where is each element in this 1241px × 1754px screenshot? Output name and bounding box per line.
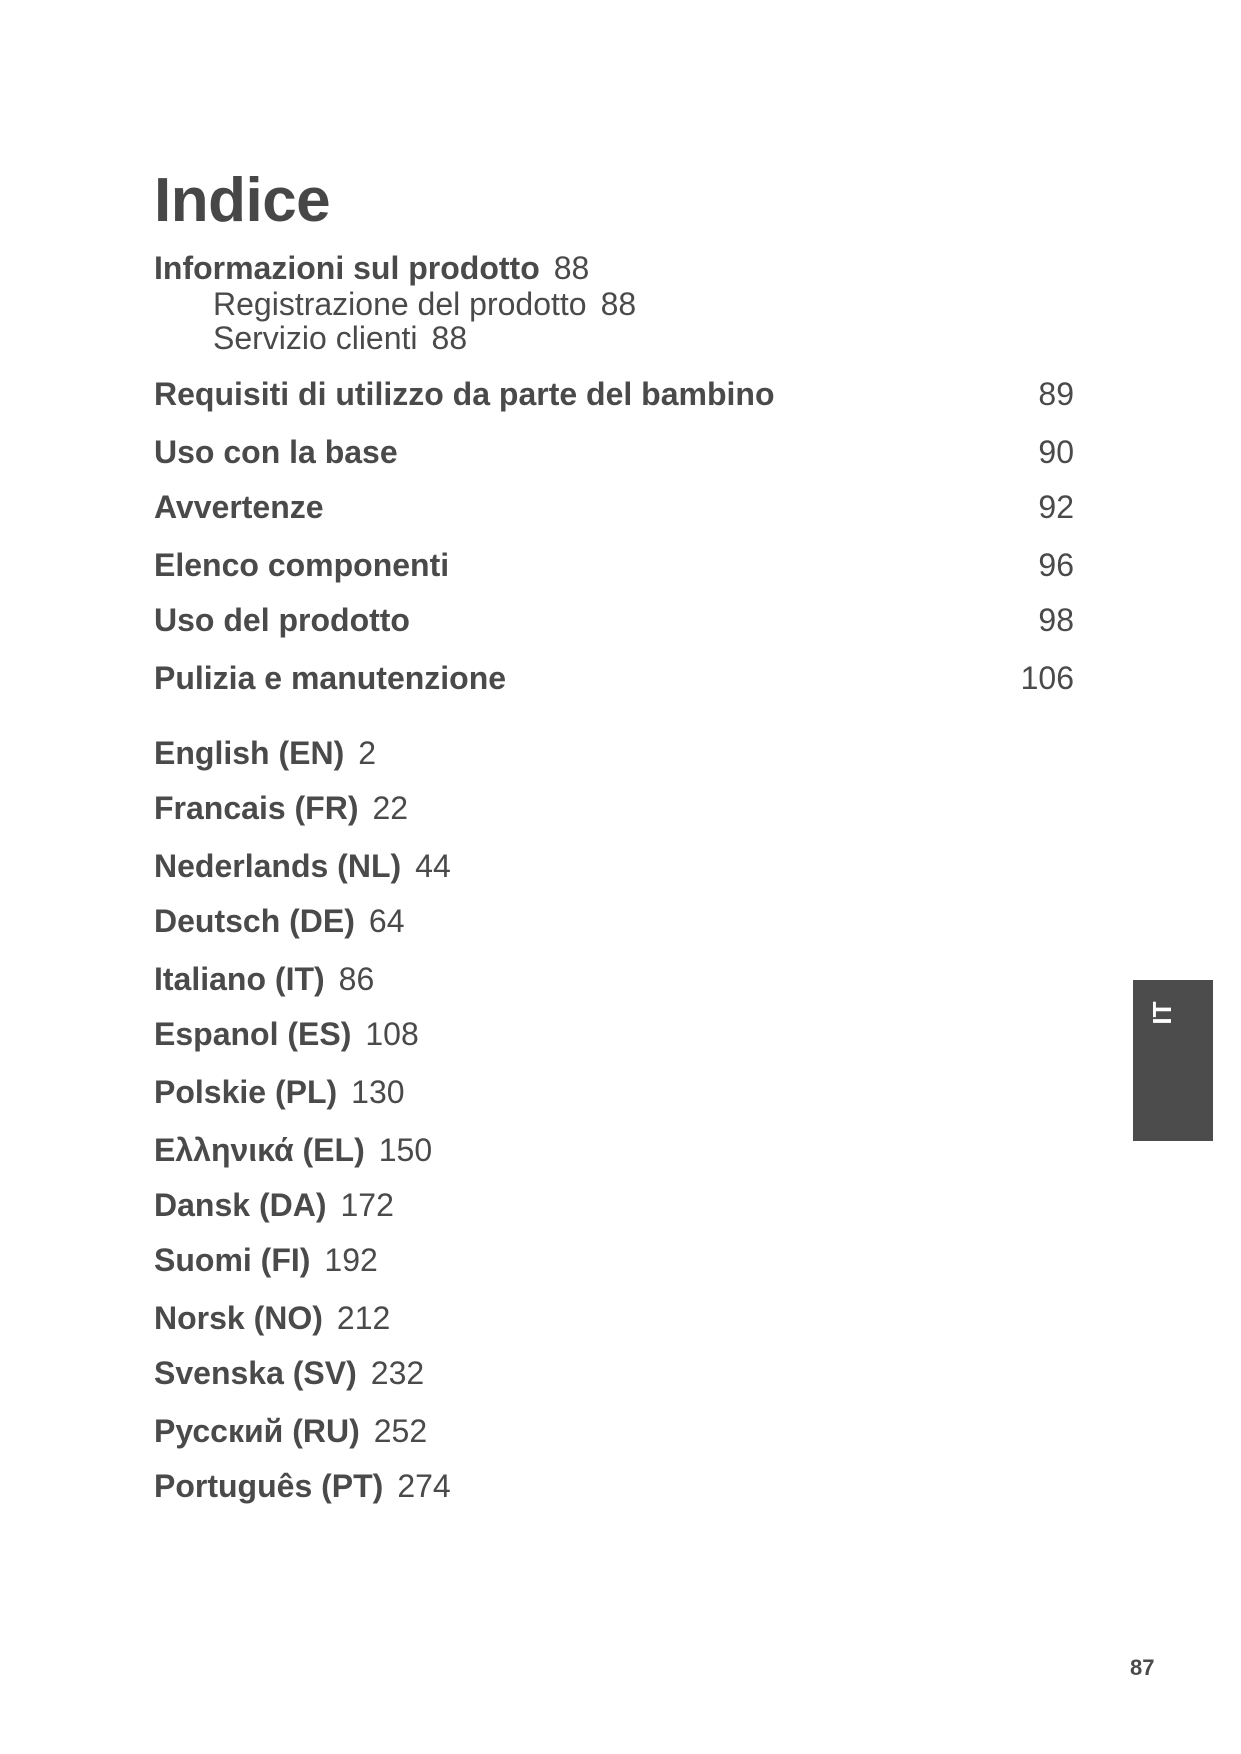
toc-subentry-page: 88 [431, 320, 468, 356]
toc-subentry-label: Servizio clienti [213, 320, 418, 356]
toc-entry-product-info[interactable] [154, 252, 589, 284]
toc-section-product-use[interactable] [154, 604, 1074, 636]
language-page: 44 [415, 848, 451, 884]
toc-section-label: Avvertenze [154, 489, 324, 525]
toc-subentry-customer-service[interactable] [213, 322, 467, 354]
page-title: Indice [154, 166, 331, 235]
toc-section-page: 96 [1038, 547, 1074, 583]
language-page: 232 [370, 1355, 425, 1391]
language-label: Italiano (IT) [154, 961, 325, 997]
language-entry[interactable] [154, 963, 374, 995]
toc-section-label: Uso con la base [154, 434, 398, 470]
toc-section-warnings[interactable] [154, 491, 1074, 523]
language-label: Dansk (DA) [154, 1187, 327, 1223]
language-entry[interactable] [154, 1244, 378, 1276]
language-label: Português (PT) [154, 1468, 384, 1504]
language-entry[interactable] [154, 1470, 451, 1502]
language-entry[interactable] [154, 1302, 390, 1334]
language-page: 108 [365, 1016, 419, 1052]
language-label: Русский (RU) [154, 1413, 360, 1449]
language-entry[interactable] [154, 1189, 394, 1221]
toc-entry-page: 88 [553, 250, 590, 286]
toc-section-page: 89 [1038, 376, 1074, 412]
language-entry[interactable] [154, 1415, 427, 1447]
toc-section-page: 98 [1038, 602, 1074, 638]
toc-section-base-use[interactable] [154, 436, 1074, 468]
language-entry[interactable] [154, 905, 405, 937]
language-entry[interactable] [154, 1357, 424, 1389]
toc-section-label: Elenco componenti [154, 547, 450, 583]
language-label: Ελληνικά (EL) [154, 1132, 365, 1168]
toc-entry-label: Informazioni sul prodotto [154, 250, 540, 286]
language-label: Espanol (ES) [154, 1016, 352, 1052]
toc-subentry-registration[interactable] [213, 288, 636, 320]
language-entry[interactable] [154, 850, 451, 882]
language-entry[interactable] [154, 737, 376, 769]
language-entry[interactable] [154, 1134, 432, 1166]
language-entry[interactable] [154, 1076, 405, 1108]
toc-section-requirements[interactable] [154, 378, 1074, 410]
language-page: 130 [351, 1074, 405, 1110]
language-label: Deutsch (DE) [154, 903, 355, 939]
language-page: 274 [397, 1468, 451, 1504]
language-label: Norsk (NO) [154, 1300, 323, 1336]
language-label: Suomi (FI) [154, 1242, 311, 1278]
language-page: 86 [338, 961, 375, 997]
language-page: 64 [368, 903, 405, 939]
language-page: 2 [358, 735, 377, 771]
page-number: 87 [1130, 1655, 1155, 1680]
language-label: English (EN) [154, 735, 345, 771]
language-page: 192 [324, 1242, 378, 1278]
toc-section-page: 92 [1038, 489, 1074, 525]
language-entry[interactable] [154, 1018, 419, 1050]
language-label: Francais (FR) [154, 790, 359, 826]
language-page: 212 [336, 1300, 391, 1336]
toc-section-components[interactable] [154, 549, 1074, 581]
language-page: 22 [372, 790, 409, 826]
toc-section-label: Pulizia e manutenzione [154, 660, 507, 696]
toc-subentry-page: 88 [600, 286, 637, 322]
language-page: 252 [373, 1413, 428, 1449]
toc-section-cleaning[interactable] [154, 662, 1074, 694]
language-side-tab-label: IT [1147, 1001, 1177, 1025]
language-page: 150 [378, 1132, 433, 1168]
language-label: Polskie (PL) [154, 1074, 338, 1110]
toc-section-page: 90 [1038, 434, 1074, 470]
language-page: 172 [340, 1187, 394, 1223]
language-side-tab[interactable] [1133, 980, 1213, 1141]
toc-section-label: Requisiti di utilizzo da parte del bambino [154, 376, 775, 412]
language-entry[interactable] [154, 792, 408, 824]
language-label: Nederlands (NL) [154, 848, 402, 884]
toc-section-page: 106 [1020, 660, 1074, 696]
language-label: Svenska (SV) [154, 1355, 357, 1391]
toc-section-label: Uso del prodotto [154, 602, 410, 638]
toc-subentry-label: Registrazione del prodotto [213, 286, 587, 322]
